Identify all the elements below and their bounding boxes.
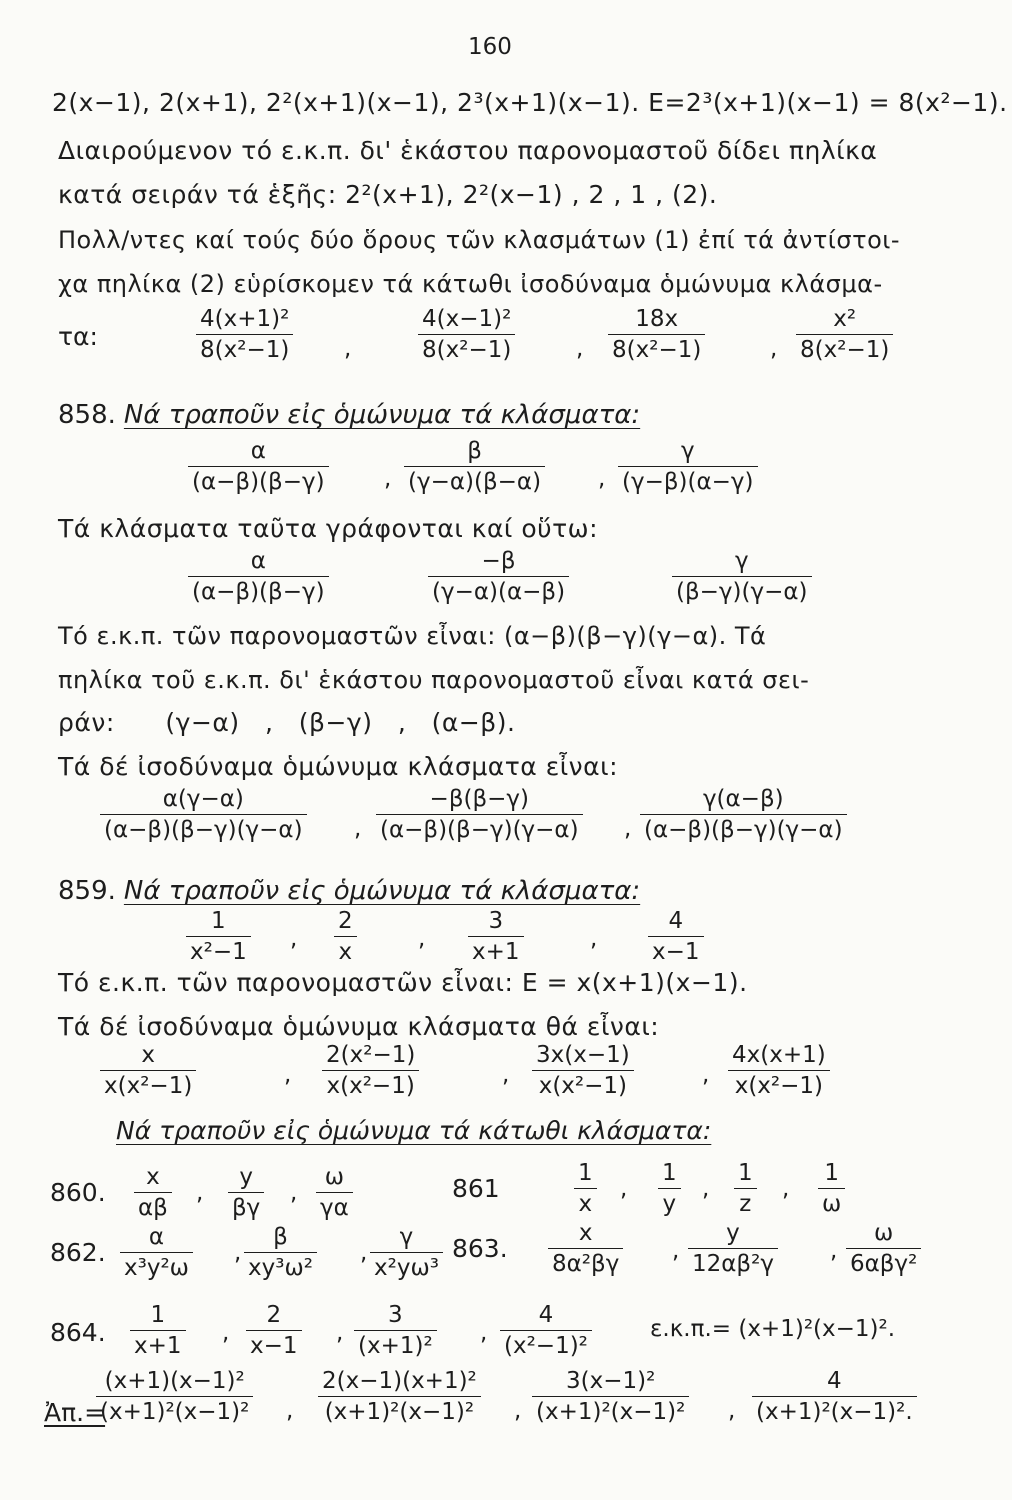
denominator: x: [338, 939, 353, 966]
numerator: ω: [874, 1220, 894, 1246]
denominator: x³y²ω: [124, 1255, 189, 1282]
ex860-fraction-2: [228, 1164, 264, 1222]
numerator: β: [273, 1224, 288, 1250]
numerator: γ(α−β): [702, 786, 784, 812]
exercise-859-heading: [58, 876, 640, 906]
answer-fraction-4: [752, 1368, 917, 1426]
intro-line-2: Διαιρούμενον τό ε.κ.π. δι' ἑκάστου παρονομαστοῦ δίδει πηλίκα: [58, 136, 878, 165]
numerator: x: [141, 1042, 155, 1068]
numerator: γ: [399, 1224, 414, 1250]
numerator: 4x(x+1): [732, 1042, 826, 1068]
ex858-fraction3-2: [376, 786, 583, 844]
denominator: 8(x²−1): [200, 337, 290, 364]
comma: ,: [514, 1398, 522, 1424]
ex863-fraction-2: [688, 1220, 778, 1278]
comma: ,: [830, 1238, 838, 1264]
ex864-fraction-1: [130, 1302, 186, 1360]
denominator: (x²−1)²: [504, 1333, 588, 1360]
denominator: x−1: [250, 1333, 298, 1360]
denominator: 8(x²−1): [800, 337, 890, 364]
denominator: 8(x²−1): [422, 337, 512, 364]
comma: ,: [624, 816, 632, 842]
numerator: α: [250, 548, 266, 574]
denominator: 12αβ²γ: [692, 1251, 774, 1278]
ex864-fraction-3: [354, 1302, 437, 1360]
denominator: (x+1)²(x−1)²: [100, 1399, 250, 1426]
numerator: 4: [827, 1368, 842, 1394]
ex859-fraction2-3: [532, 1042, 634, 1100]
answer-fraction-2: [318, 1368, 481, 1426]
ex861-fraction-2: [658, 1160, 681, 1218]
denominator: (α−β)(β−γ): [192, 579, 325, 606]
exercise-858-heading: [58, 400, 640, 430]
denominator: x(x²−1): [734, 1073, 823, 1100]
ex859-fraction-3: [468, 908, 524, 966]
intro-fraction-2: [418, 306, 515, 364]
numerator: α: [148, 1224, 165, 1250]
comma: ,: [702, 1176, 710, 1202]
exercise-863-number: 863.: [452, 1234, 508, 1263]
denominator: y: [662, 1191, 677, 1218]
denominator: 6αβγ²: [850, 1251, 918, 1278]
comma: ,: [196, 1180, 204, 1206]
ex858-text-4: ράν: (γ−α) , (β−γ) , (α−β).: [58, 708, 516, 737]
numerator: 2(x²−1): [326, 1042, 416, 1068]
intro-fraction-1: [196, 306, 293, 364]
ex858-text-5: Τά δέ ἰσοδύναμα ὁμώνυμα κλάσματα εἶναι:: [58, 752, 619, 781]
intro-line-4: Πολλ/ντες καί τούς δύο ὅρους τῶν κλασμάτων (1) ἐπί τά ἀντίστοι-: [58, 226, 901, 254]
ex864-lcm: ε.κ.π.= (x+1)²(x−1)².: [650, 1316, 896, 1342]
denominator: (x+1)²(x−1)²: [536, 1399, 686, 1426]
numerator: 1: [824, 1160, 839, 1186]
comma: ,: [728, 1398, 736, 1424]
ex859-fraction-1: [186, 908, 251, 966]
ex858-text-3: πηλίκα τοῦ ε.κ.π. δι' ἑκάστου παρονομαστοῦ εἶναι κατά σει-: [58, 666, 810, 694]
ex859-text-1: Τό ε.κ.π. τῶν παρονομαστῶν εἶναι: E = x(x+1)(x−1).: [58, 968, 748, 997]
intro-line-3: κατά σειράν τά ἑξῆς: 2²(x+1), 2²(x−1) , 2 , 1 , (2).: [58, 180, 718, 209]
denominator: x(x²−1): [326, 1073, 415, 1100]
comma: ,: [354, 816, 362, 842]
comma: ,: [290, 1180, 298, 1206]
answer-fraction-3: [532, 1368, 689, 1426]
numerator: 1: [738, 1160, 753, 1186]
numerator: y: [726, 1220, 740, 1246]
comma: ,: [598, 466, 606, 492]
numerator: (x+1)(x−1)²: [104, 1368, 245, 1394]
numerator: x: [578, 1220, 593, 1246]
ex864-fraction-4: [500, 1302, 592, 1360]
comma: ,: [234, 1240, 242, 1266]
denominator: xy³ω²: [248, 1255, 313, 1282]
numerator: 1: [578, 1160, 593, 1186]
numerator: 4(x+1)²: [200, 306, 290, 332]
numerator: γ: [734, 548, 749, 574]
denominator: x: [578, 1191, 593, 1218]
numerator: 3(x−1)²: [566, 1368, 656, 1394]
ex858-fraction3-3: [640, 786, 847, 844]
answer-label: Ἀπ.=: [44, 1398, 106, 1427]
denominator: (α−β)(β−γ)(γ−α): [380, 817, 579, 844]
comma: ,: [620, 1176, 628, 1202]
intro-fraction-4: [796, 306, 893, 364]
intro-line-5: χα πηλίκα (2) εὑρίσκομεν τά κάτωθι ἰσοδύναμα ὁμώνυμα κλάσμα-: [58, 270, 883, 298]
denominator: x²yω³: [374, 1255, 439, 1282]
numerator: 2: [338, 908, 353, 934]
denominator: αβ: [138, 1195, 168, 1222]
denominator: x(x²−1): [104, 1073, 193, 1100]
denominator: ω: [822, 1191, 842, 1218]
ex858-fraction2-3: [672, 548, 812, 606]
denominator: x+1: [472, 939, 520, 966]
exercise-title: Νά τραποῦν εἰς ὁμώνυμα τά κλάσματα:: [123, 876, 641, 906]
ex858-fraction-1: [188, 438, 329, 496]
ex860-fraction-1: [134, 1164, 172, 1222]
ex859-text-2: Τά δέ ἰσοδύναμα ὁμώνυμα κλάσματα θά εἶναι:: [58, 1012, 660, 1041]
denominator: (α−β)(β−γ)(γ−α): [644, 817, 843, 844]
numerator: 3: [488, 908, 504, 934]
denominator: 8α²βγ: [552, 1251, 620, 1278]
ex858-fraction-3: [618, 438, 758, 496]
exercises-heading-text: Νά τραποῦν εἰς ὁμώνυμα τά κάτωθι κλάσματα:: [116, 1116, 712, 1145]
numerator: 1: [150, 1302, 166, 1328]
numerator: α(γ−α): [162, 786, 244, 812]
denominator: (γ−α)(α−β): [432, 579, 566, 606]
numerator: 3x(x−1): [536, 1042, 630, 1068]
comma: ,: [222, 1320, 230, 1346]
ex859-fraction-2: [334, 908, 357, 966]
denominator: γα: [320, 1195, 349, 1222]
denominator: βγ: [232, 1195, 261, 1222]
numerator: β: [467, 438, 482, 464]
denominator: x+1: [134, 1333, 182, 1360]
comma: ,: [336, 1320, 344, 1346]
answer-fraction-1: [96, 1368, 253, 1426]
ex858-fraction3-1: [100, 786, 307, 844]
ex859-fraction2-2: [322, 1042, 419, 1100]
denominator: (β−γ)(γ−α): [676, 579, 808, 606]
numerator: x²: [833, 306, 857, 332]
numerator: 4(x−1)²: [422, 306, 512, 332]
denominator: 8(x²−1): [612, 337, 702, 364]
ex864-fraction-2: [246, 1302, 302, 1360]
comma: ,: [480, 1320, 488, 1346]
comma: ,: [384, 466, 392, 492]
denominator: x−1: [652, 939, 700, 966]
comma: ,: [590, 926, 598, 952]
ex863-fraction-1: [548, 1220, 623, 1278]
numerator: 4: [668, 908, 684, 934]
intro-line-6-label: τα:: [58, 322, 98, 351]
ex859-fraction-4: [648, 908, 704, 966]
denominator: (γ−β)(α−γ): [622, 469, 754, 496]
numerator: 1: [211, 908, 226, 934]
comma: ,: [672, 1238, 680, 1264]
ex859-fraction2-4: [728, 1042, 830, 1100]
ex858-text-2: Τό ε.κ.π. τῶν παρονομαστῶν εἶναι: (α−β)(β−γ)(γ−α). Τά: [58, 622, 767, 650]
ex862-fraction-2: [244, 1224, 317, 1282]
ex859-fraction2-1: [100, 1042, 196, 1100]
numerator: y: [239, 1164, 253, 1190]
denominator: (x+1)²(x−1)²: [324, 1399, 475, 1426]
exercise-number: 858.: [58, 400, 116, 430]
denominator: x(x²−1): [538, 1073, 627, 1100]
exercise-860-number: 860.: [50, 1178, 106, 1207]
denominator: (α−β)(β−γ)(γ−α): [104, 817, 303, 844]
page-number: 160: [468, 34, 512, 60]
numerator: 4: [538, 1302, 554, 1328]
denominator: (γ−α)(β−α): [408, 469, 542, 496]
exercise-862-number: 862.: [50, 1238, 106, 1267]
exercise-861-number: 861: [452, 1174, 500, 1203]
exercise-864-number: 864.: [50, 1318, 106, 1347]
numerator: 1: [662, 1160, 677, 1186]
comma: ,: [576, 336, 584, 362]
numerator: ω: [324, 1164, 345, 1190]
exercise-number: 859.: [58, 876, 116, 906]
comma: ,: [286, 1398, 294, 1424]
numerator: 3: [388, 1302, 403, 1328]
ex858-fraction-2: [404, 438, 545, 496]
denominator: (x+1)²(x−1)².: [756, 1399, 913, 1426]
ex858-text-1: Τά κλάσματα ταῦτα γράφονται καί οὕτω:: [58, 514, 599, 543]
comma: ,: [290, 926, 298, 952]
comma: ,: [418, 926, 426, 952]
numerator: 2: [266, 1302, 282, 1328]
ex860-fraction-3: [316, 1164, 353, 1222]
comma: ,: [770, 336, 778, 362]
numerator: γ: [680, 438, 695, 464]
intro-fraction-3: [608, 306, 705, 364]
numerator: x: [146, 1164, 160, 1190]
exercises-heading: [116, 1116, 711, 1145]
denominator: x²−1: [190, 939, 247, 966]
ex862-fraction-3: [370, 1224, 443, 1282]
numerator: −β: [481, 548, 516, 574]
numerator: −β(β−γ): [429, 786, 530, 812]
comma: ,: [360, 1240, 368, 1266]
denominator: (α−β)(β−γ): [192, 469, 325, 496]
ex861-fraction-1: [574, 1160, 597, 1218]
ex858-fraction2-1: [188, 548, 329, 606]
ex861-fraction-3: [734, 1160, 757, 1218]
ex858-fraction2-2: [428, 548, 569, 606]
denominator: (x+1)²: [358, 1333, 433, 1360]
exercise-title: Νά τραποῦν εἰς ὁμώνυμα τά κλάσματα:: [123, 400, 641, 430]
numerator: 18x: [635, 306, 679, 332]
ex862-fraction-1: [120, 1224, 193, 1282]
comma: ,: [284, 1062, 292, 1088]
comma: ,: [502, 1062, 510, 1088]
intro-line-1: 2(x−1), 2(x+1), 2²(x+1)(x−1), 2³(x+1)(x−1). E=2³(x+1)(x−1) = 8(x²−1).: [52, 88, 1008, 117]
ex863-fraction-3: [846, 1220, 921, 1278]
comma: ,: [782, 1176, 790, 1202]
numerator: 2(x−1)(x+1)²: [322, 1368, 477, 1394]
ex861-fraction-4: [818, 1160, 845, 1218]
numerator: α: [250, 438, 266, 464]
denominator: z: [739, 1191, 752, 1218]
comma: ,: [702, 1062, 710, 1088]
comma: ,: [344, 336, 352, 362]
